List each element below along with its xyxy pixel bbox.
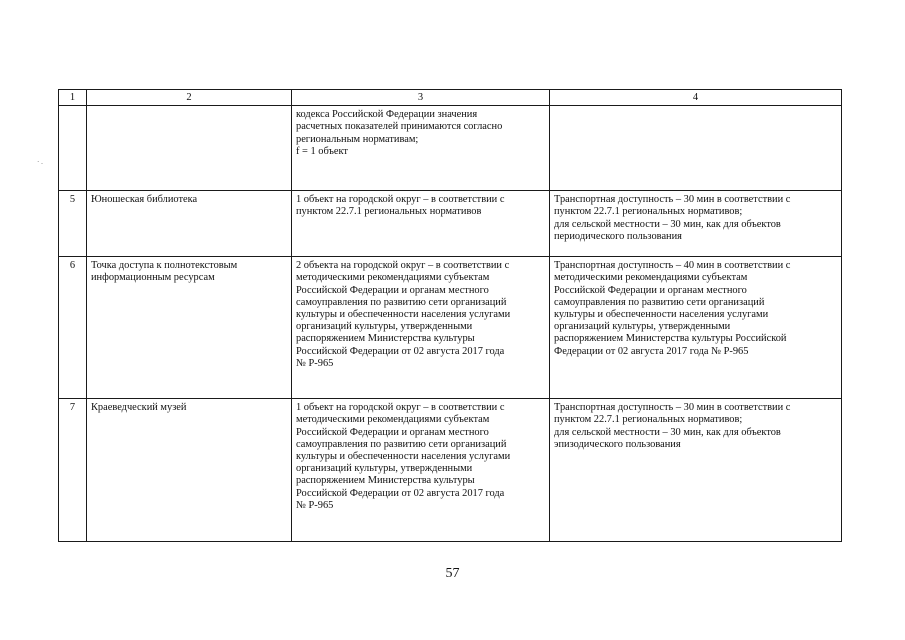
access-cell (550, 399, 842, 542)
norm-line: самоуправления по развитию сети организаций (296, 438, 507, 450)
header-col-4: 4 (550, 90, 842, 106)
access-line: самоуправления по развитию сети организаций (554, 296, 765, 308)
norm-line: 2 объекта на городской округ – в соответствии с (296, 260, 510, 272)
object-name: Краеведческий музей (87, 399, 292, 542)
norm-line: организаций культуры, утвержденными (296, 321, 473, 333)
norm-line: распоряжением Министерства культуры (296, 475, 475, 487)
norm-line: самоуправления по развитию сети организаций (296, 296, 507, 308)
table-row (59, 191, 842, 257)
norm-line: Российской Федерации от 02 августа 2017 года (296, 487, 505, 499)
access-line: Транспортная доступность – 40 мин в соответствии с (554, 260, 791, 272)
access-line: периодического пользования (554, 230, 682, 242)
access-line: методическими рекомендациями субъектам (554, 272, 748, 284)
norm-line: 1 объект на городской округ – в соответствии с (296, 194, 505, 206)
norm-line: методическими рекомендациями субъектам (296, 272, 490, 284)
access-line: Федерации от 02 августа 2017 года № Р-965 (554, 345, 749, 357)
norm-cell (292, 191, 550, 257)
norm-line: кодекса Российской Федерации значения (296, 109, 478, 121)
table-row (59, 399, 842, 542)
scan-speck: · . (37, 158, 43, 166)
access-cell (550, 106, 842, 191)
object-name: Юношеская библиотека (87, 191, 292, 257)
norm-line: Российской Федерации от 02 августа 2017 года (296, 345, 505, 357)
access-line: организаций культуры, утвержденными (554, 321, 731, 333)
header-col-2: 2 (87, 90, 292, 106)
row-number: 6 (59, 257, 87, 399)
norm-line: культуры и обеспеченности населения услугами (296, 451, 511, 463)
norm-line: Российской Федерации и органам местного (296, 426, 489, 438)
row-number: 5 (59, 191, 87, 257)
access-line: для сельской местности – 30 мин, как для объектов (554, 426, 781, 438)
norm-line: культуры и обеспеченности населения услугами (296, 309, 511, 321)
access-line: распоряжением Министерства культуры Российской (554, 333, 787, 345)
access-line: пунктом 22.7.1 региональных нормативов; (554, 414, 743, 426)
norm-line: Российской Федерации и органам местного (296, 284, 489, 296)
norm-line: 1 объект на городской округ – в соответствии с (296, 402, 505, 414)
access-line: культуры и обеспеченности населения услугами (554, 309, 769, 321)
norm-cell (292, 106, 550, 191)
norm-line: № Р-965 (296, 499, 334, 511)
norms-table (58, 89, 842, 542)
access-cell (550, 257, 842, 399)
access-line: Российской Федерации и органам местного (554, 284, 747, 296)
norm-line: методическими рекомендациями субъектам (296, 414, 490, 426)
norm-line: расчетных показателей принимаются согласно (296, 121, 503, 133)
access-line: пунктом 22.7.1 региональных нормативов; (554, 206, 743, 218)
norm-line: № Р-965 (296, 357, 334, 369)
norm-line: организаций культуры, утвержденными (296, 463, 473, 475)
norm-line: распоряжением Министерства культуры (296, 333, 475, 345)
access-line: для сельской местности – 30 мин, как для объектов (554, 218, 781, 230)
table-row (59, 106, 842, 191)
access-line: Транспортная доступность – 30 мин в соответствии с (554, 402, 791, 414)
header-col-3: 3 (292, 90, 550, 106)
access-line: эпизодического пользования (554, 438, 681, 450)
norm-cell (292, 399, 550, 542)
page-number: 57 (445, 566, 460, 581)
object-name: Точка доступа к полнотекстовым информационным ресурсам (87, 257, 292, 399)
header-row (59, 90, 842, 106)
table-row (59, 257, 842, 399)
norm-line: региональным нормативам; (296, 133, 419, 145)
access-cell (550, 191, 842, 257)
row-number: 7 (59, 399, 87, 542)
object-name (87, 106, 292, 191)
norm-line: пунктом 22.7.1 региональных нормативов (296, 206, 482, 218)
norm-cell (292, 257, 550, 399)
access-line: Транспортная доступность – 30 мин в соответствии с (554, 194, 791, 206)
norm-line: f = 1 объект (296, 145, 348, 157)
row-number (59, 106, 87, 191)
header-col-1: 1 (59, 90, 87, 106)
